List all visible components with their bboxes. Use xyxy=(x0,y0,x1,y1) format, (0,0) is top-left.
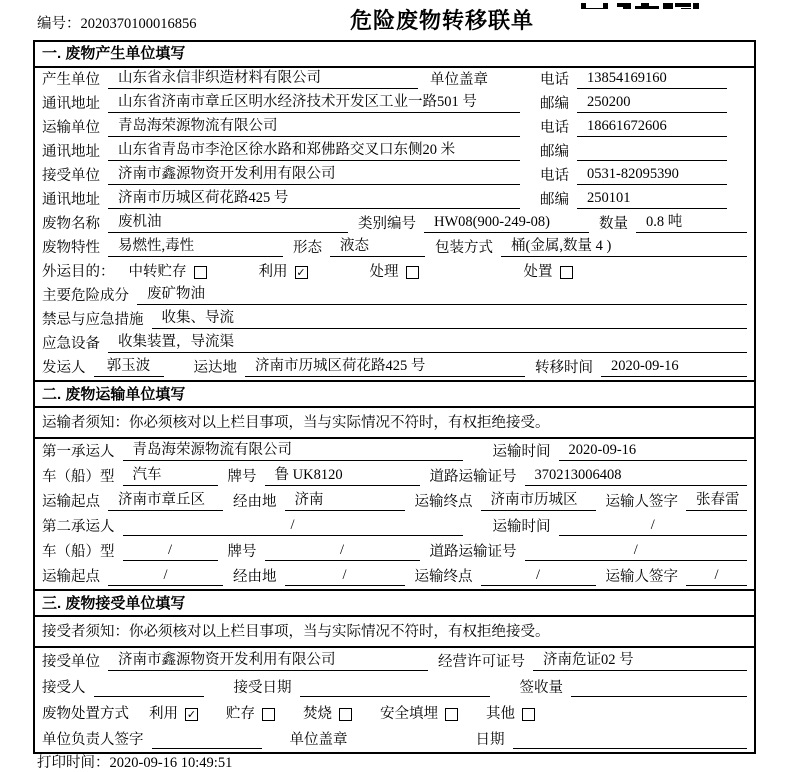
transporter-address-label: 通讯地址 xyxy=(42,144,100,160)
disposal-landfill-option xyxy=(380,705,458,723)
date-label: 日期 xyxy=(475,732,505,748)
hazard-component-label: 主要危险成分 xyxy=(42,288,129,304)
accept-unit-row xyxy=(35,648,754,674)
transporter-phone-label: 电话 xyxy=(540,120,569,136)
transporter-unit-row xyxy=(35,116,754,140)
producer-zip-value: 250200 xyxy=(577,93,727,113)
emergency-equipment-row xyxy=(35,332,754,356)
transporter-address-row xyxy=(35,140,754,164)
emergency-measures-value: 收集、导流 xyxy=(152,309,748,329)
transporter-notice: 运输者须知：你必须核对以上栏目事项，当与实际情况不符时，有权拒绝接受。 xyxy=(35,408,754,439)
origin1-label: 运输起点 xyxy=(42,494,100,510)
disposal-utilize-option xyxy=(149,705,198,723)
origin1-value: 济南市章丘区 xyxy=(108,491,223,511)
consignor-value: 郭玉波 xyxy=(94,357,164,377)
disposal-landfill-checkbox xyxy=(445,708,458,721)
purpose-treat-label: 处理 xyxy=(369,264,399,280)
disposal-utilize-checkbox: ✓ xyxy=(186,707,197,721)
recipient-row xyxy=(35,674,754,700)
waste-form-label: 形态 xyxy=(293,240,322,256)
disposal-incinerate-label: 焚烧 xyxy=(303,706,332,722)
hazard-component-row xyxy=(35,284,754,308)
receiver-phone-label: 电话 xyxy=(540,168,569,184)
transport-time2-value: / xyxy=(559,516,748,536)
end1-value: 济南市历城区 xyxy=(481,491,596,511)
disposal-incinerate-option xyxy=(303,705,352,723)
producer-unit-row xyxy=(35,68,754,92)
second-carrier-label: 第二承运人 xyxy=(42,519,115,535)
print-time-label: 打印时间： xyxy=(37,755,110,771)
manifest-form xyxy=(33,40,756,754)
serial-number-label: 编号： xyxy=(37,16,81,32)
disposal-method-row xyxy=(35,700,754,726)
road-permit2-value: / xyxy=(525,541,748,561)
first-carrier-value: 青岛海荣源物流有限公司 xyxy=(123,441,463,461)
purpose-dispose-option xyxy=(524,263,573,281)
category-code-label: 类别编号 xyxy=(358,216,416,232)
end2-label: 运输终点 xyxy=(414,569,473,585)
producer-phone-label: 电话 xyxy=(540,72,569,88)
transporter-zip-label: 邮编 xyxy=(540,144,569,160)
first-carrier-row xyxy=(35,439,754,464)
transport-time1-label: 运输时间 xyxy=(492,444,551,460)
receiver-zip-value: 250101 xyxy=(577,189,727,209)
second-carrier-value: / xyxy=(123,516,463,536)
waste-name-row xyxy=(35,212,754,236)
form-title: 危险废物转移联单 xyxy=(349,8,534,33)
disposal-utilize-label: 利用 xyxy=(149,706,178,722)
packing-label: 包装方式 xyxy=(435,240,493,256)
permit-number-label: 经营许可证号 xyxy=(438,654,525,670)
vehicle-type1-value: 汽车 xyxy=(123,466,218,486)
producer-phone-value: 13854169160 xyxy=(577,69,727,89)
transport-time2-label: 运输时间 xyxy=(492,519,551,535)
emergency-measures-label: 禁忌与应急措施 xyxy=(42,312,144,328)
purpose-transfer-storage-option xyxy=(129,263,207,281)
receiver-address-value: 济南市历城区荷花路425 号 xyxy=(108,189,520,209)
vehicle2-row xyxy=(35,539,754,564)
receiver-address-row xyxy=(35,188,754,212)
category-code-value: HW08(900-249-08) xyxy=(424,213,589,233)
hazard-component-value: 废矿物油 xyxy=(137,285,747,305)
waste-character-value: 易燃性,毒性 xyxy=(108,237,283,257)
purpose-treat-checkbox xyxy=(406,266,419,279)
plate-number2-value: / xyxy=(265,541,420,561)
emergency-equipment-label: 应急设备 xyxy=(42,336,100,352)
signed-amount-value xyxy=(571,677,747,697)
producer-unit-label: 产生单位 xyxy=(42,72,100,88)
accept-date-value xyxy=(300,677,490,697)
carrier-sign1-label: 运输人签字 xyxy=(605,494,678,510)
emergency-equipment-value: 收集装置，导流渠 xyxy=(108,333,747,353)
purpose-transfer-storage-label: 中转贮存 xyxy=(128,264,187,280)
disposal-other-checkbox xyxy=(522,708,535,721)
transporter-zip-value xyxy=(577,141,727,161)
consignor-row xyxy=(35,356,754,380)
accept-date-label: 接受日期 xyxy=(233,680,292,696)
disposal-storage-label: 贮存 xyxy=(226,706,255,722)
producer-address-label: 通讯地址 xyxy=(42,96,100,112)
accept-unit-value: 济南市鑫源物资开发利用有限公司 xyxy=(108,651,428,671)
waste-character-row xyxy=(35,236,754,260)
section3-title: 三. 废物接受单位填写 xyxy=(35,589,754,617)
quantity-value: 0.8 吨 xyxy=(636,213,747,233)
transporter-phone-value: 18661672606 xyxy=(577,117,727,137)
disposal-method-label: 废物处置方式 xyxy=(42,706,129,722)
signed-amount-label: 签收量 xyxy=(519,680,563,696)
plate-number1-value: 鲁 UK8120 xyxy=(265,466,420,486)
transport-purpose-row xyxy=(35,260,754,284)
recipient-label: 接受人 xyxy=(42,680,86,696)
plate-number1-label: 牌号 xyxy=(227,469,257,485)
disposal-landfill-label: 安全填埋 xyxy=(380,706,438,722)
road-permit1-value: 370213006408 xyxy=(525,466,748,486)
receiver-zip-label: 邮编 xyxy=(540,192,569,208)
waste-character-label: 废物特性 xyxy=(42,240,100,256)
recipient-value xyxy=(94,677,204,697)
emergency-measures-row xyxy=(35,308,754,332)
receiver-unit-row xyxy=(35,164,754,188)
via2-value: / xyxy=(285,566,405,586)
purpose-utilize-label: 利用 xyxy=(258,264,288,280)
destination-label: 运达地 xyxy=(193,360,237,376)
second-carrier-row xyxy=(35,514,754,539)
accept-unit-label: 接受单位 xyxy=(42,654,100,670)
transfer-time-value: 2020-09-16 xyxy=(601,357,747,377)
purpose-treat-option xyxy=(370,263,419,281)
purpose-utilize-option xyxy=(259,263,308,281)
vehicle-type1-label: 车（船）型 xyxy=(42,469,115,485)
route1-row xyxy=(35,489,754,514)
date-value xyxy=(513,729,748,749)
consignor-label: 发运人 xyxy=(42,360,86,376)
transfer-time-label: 转移时间 xyxy=(535,360,593,376)
disposal-storage-checkbox xyxy=(262,708,275,721)
vehicle-type2-value: / xyxy=(123,541,218,561)
waste-form-value: 液态 xyxy=(330,237,425,257)
via1-value: 济南 xyxy=(285,491,405,511)
transport-time1-value: 2020-09-16 xyxy=(559,441,748,461)
head-signature-label: 单位负责人签字 xyxy=(42,732,144,748)
unit-seal-label: 单位盖章 xyxy=(430,72,488,88)
receiver-notice: 接受者须知：你必须核对以上栏目事项，当与实际情况不符时，有权拒绝接受。 xyxy=(35,617,754,648)
transporter-address-value: 山东省青岛市李沧区徐水路和郑佛路交叉口东侧20 米 xyxy=(108,141,520,161)
plate-number2-label: 牌号 xyxy=(227,544,257,560)
print-time-value: 2020-09-16 10:49:51 xyxy=(109,755,233,771)
route2-row xyxy=(35,564,754,589)
transport-purpose-label: 外运目的： xyxy=(42,264,115,280)
print-time xyxy=(37,751,232,772)
waste-name-label: 废物名称 xyxy=(42,216,100,232)
first-carrier-label: 第一承运人 xyxy=(42,444,115,460)
receiver-address-label: 通讯地址 xyxy=(42,192,100,208)
quantity-label: 数量 xyxy=(599,216,628,232)
road-permit1-label: 道路运输证号 xyxy=(429,469,517,485)
producer-unit-value: 山东省永信非织造材料有限公司 xyxy=(108,69,418,89)
road-permit2-label: 道路运输证号 xyxy=(429,544,517,560)
disposal-incinerate-checkbox xyxy=(339,708,352,721)
origin2-value: / xyxy=(108,566,223,586)
section2-title: 二. 废物运输单位填写 xyxy=(35,380,754,408)
serial-number-value: 2020370100016856 xyxy=(80,16,197,32)
qr-code-fragment-icon xyxy=(581,0,699,9)
permit-number-value: 济南危证02 号 xyxy=(533,651,747,671)
transporter-unit-value: 青岛海荣源物流有限公司 xyxy=(108,117,520,137)
purpose-transfer-storage-checkbox xyxy=(194,266,207,279)
head-signature-value xyxy=(152,729,262,749)
disposal-storage-option xyxy=(226,705,275,723)
destination-value: 济南市历城区荷花路425 号 xyxy=(245,357,525,377)
via2-label: 经由地 xyxy=(233,569,277,585)
unit-seal2-label: 单位盖章 xyxy=(289,732,348,748)
receiver-unit-label: 接受单位 xyxy=(42,168,100,184)
purpose-dispose-label: 处置 xyxy=(523,264,553,280)
vehicle1-row xyxy=(35,464,754,489)
producer-address-value: 山东省济南市章丘区明水经济技术开发区工业一路501 号 xyxy=(108,93,520,113)
carrier-sign2-value: / xyxy=(686,566,747,586)
carrier-sign2-label: 运输人签字 xyxy=(605,569,678,585)
purpose-utilize-checkbox: ✓ xyxy=(296,265,306,279)
disposal-other-label: 其他 xyxy=(486,706,515,722)
origin2-label: 运输起点 xyxy=(42,569,100,585)
waste-name-value: 废机油 xyxy=(108,213,348,233)
end1-label: 运输终点 xyxy=(414,494,473,510)
end2-value: / xyxy=(481,566,596,586)
producer-zip-label: 邮编 xyxy=(540,96,569,112)
disposal-other-option xyxy=(486,705,535,723)
receiver-phone-value: 0531-82095390 xyxy=(577,165,727,185)
head-signature-row xyxy=(35,726,754,752)
receiver-unit-value: 济南市鑫源物资开发利用有限公司 xyxy=(108,165,520,185)
transporter-unit-label: 运输单位 xyxy=(42,120,100,136)
packing-value: 桶(金属,数量 4 ) xyxy=(501,237,747,257)
carrier-sign1-value: 张春雷 xyxy=(686,491,747,511)
vehicle-type2-label: 车（船）型 xyxy=(42,544,115,560)
purpose-dispose-checkbox xyxy=(560,266,573,279)
producer-address-row xyxy=(35,92,754,116)
section1-title: 一. 废物产生单位填写 xyxy=(35,42,754,68)
via1-label: 经由地 xyxy=(233,494,277,510)
